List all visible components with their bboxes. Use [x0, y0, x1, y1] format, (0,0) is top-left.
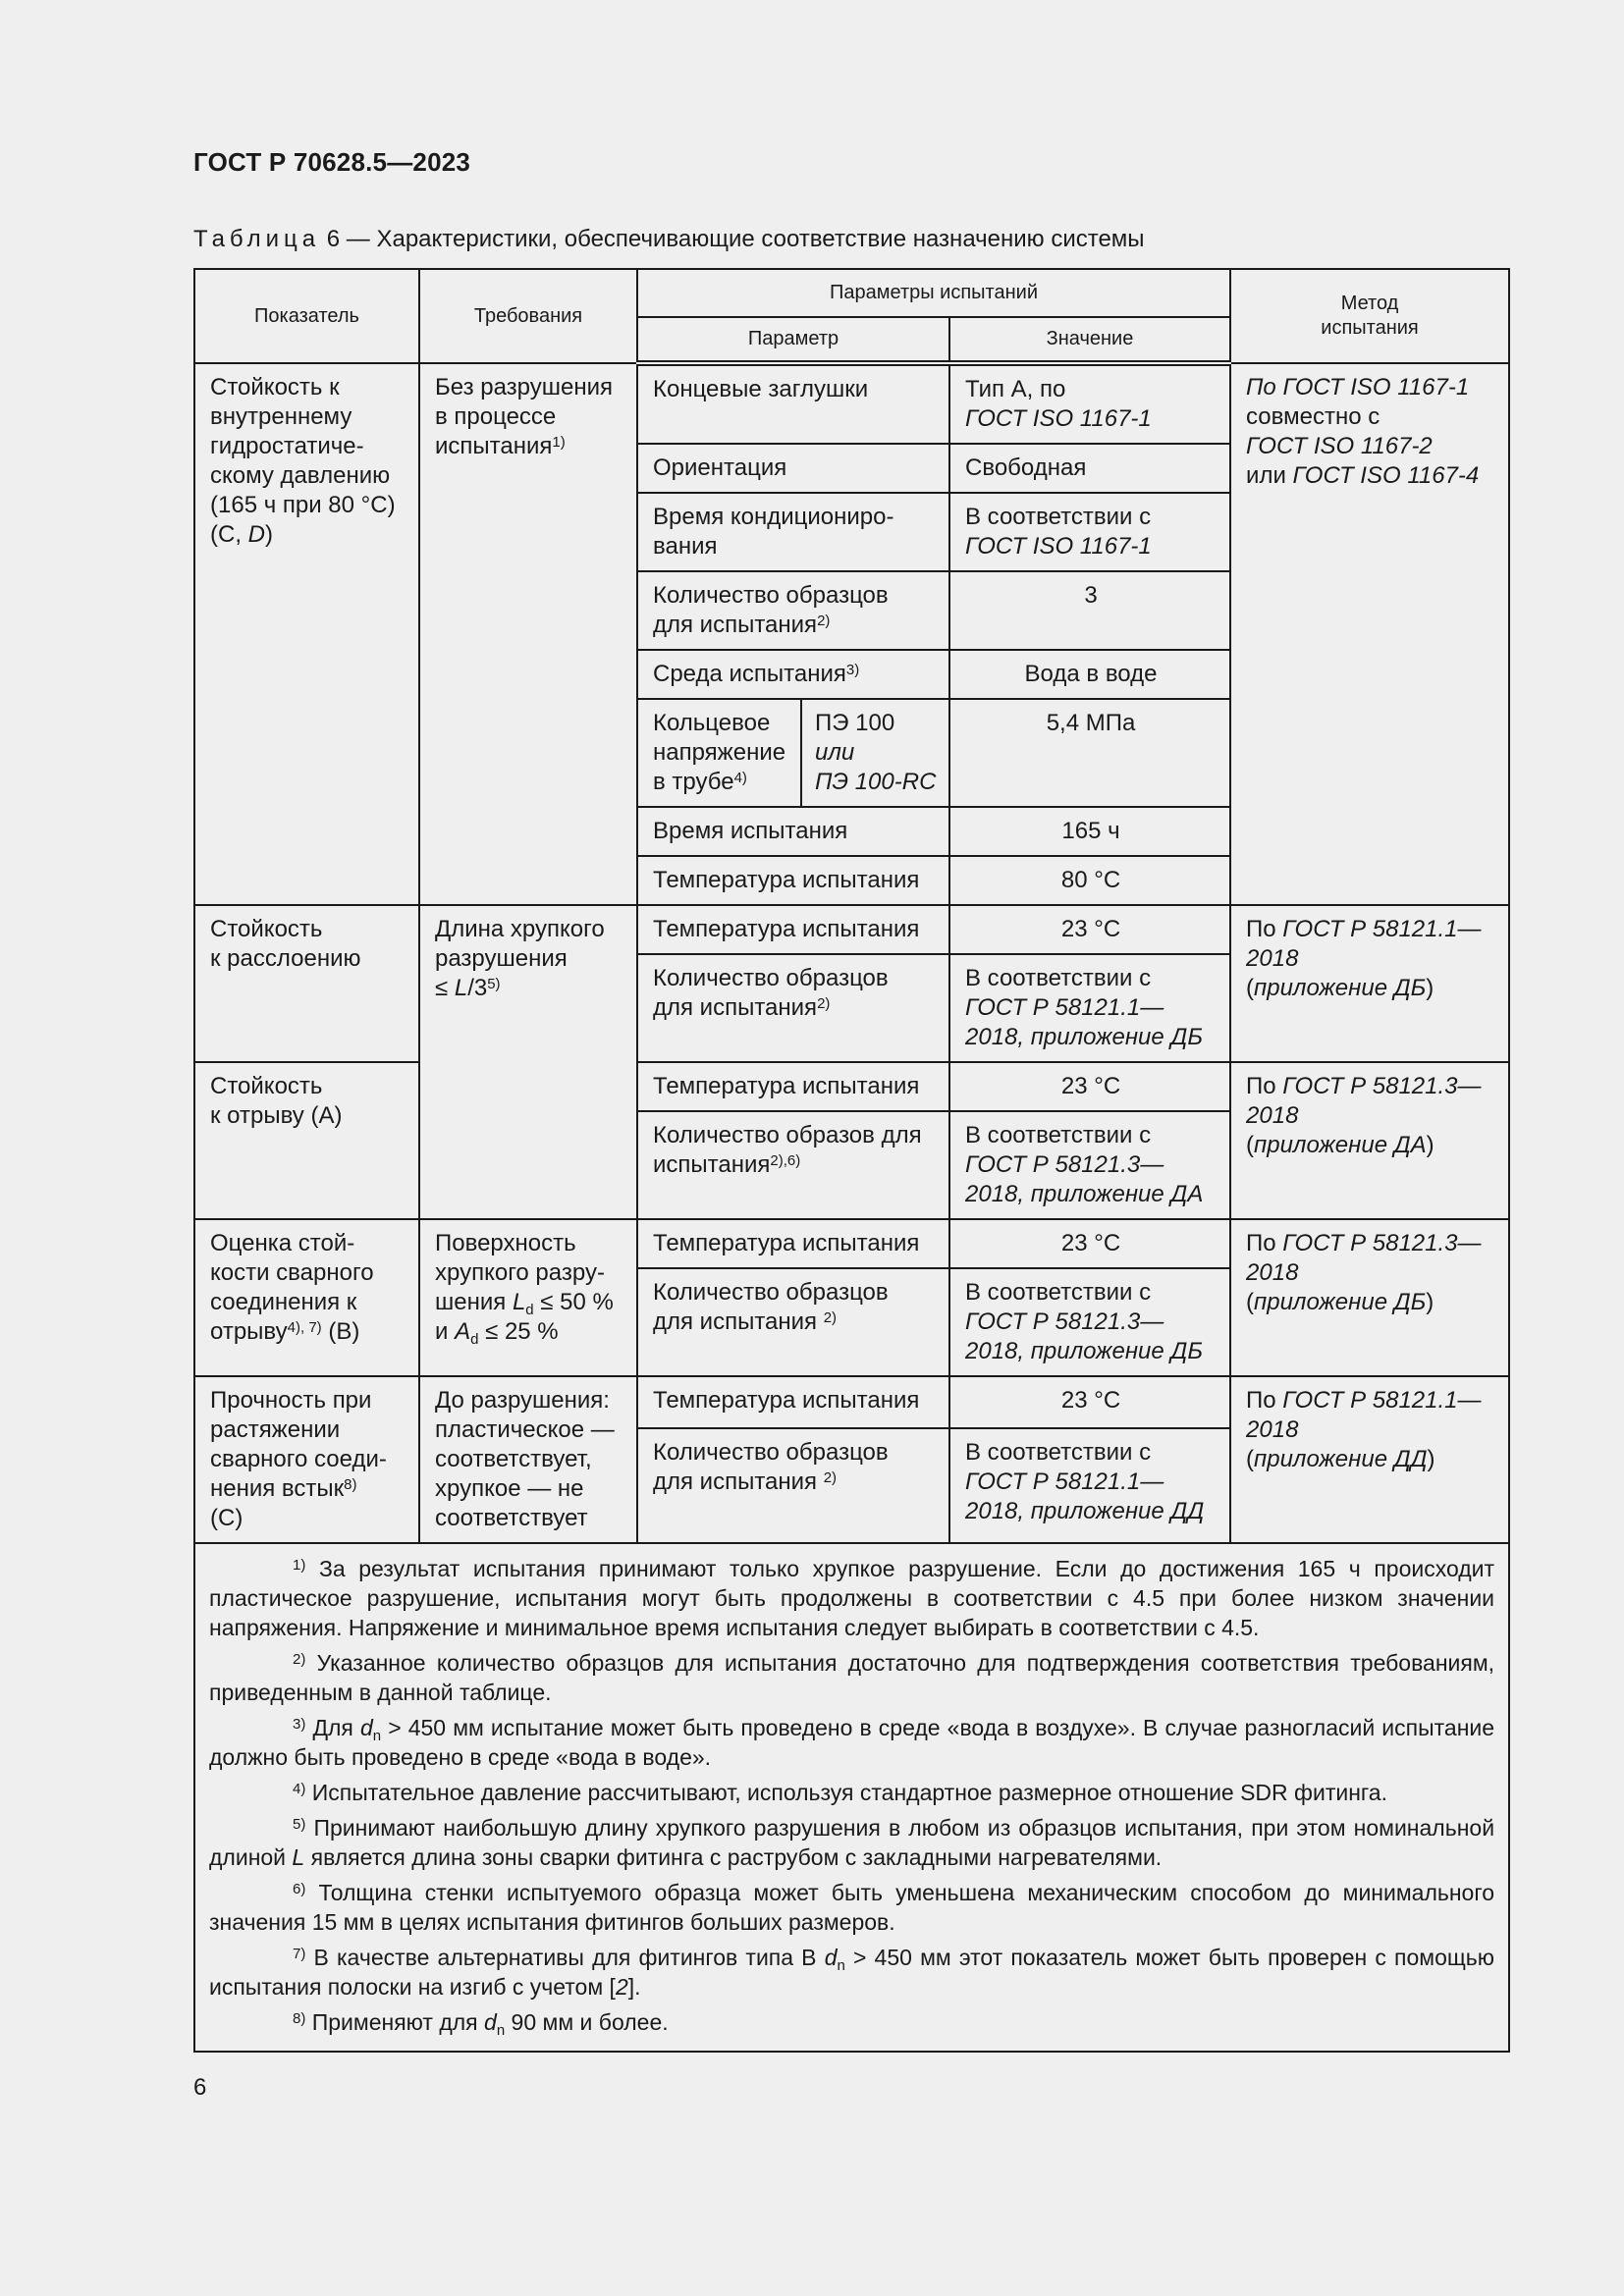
- footnote-7: $^{7)}$ В качестве альтернативы для фитингов типа В $d_n > 450$ мм этот показатель может быть проверен с помощью испытания полоски на изгиб с учетом [2].: [209, 1945, 1495, 2000]
- footnote-ref: 2): [823, 1309, 838, 1326]
- footnote-ref: 4): [733, 770, 747, 786]
- delamination-samples-param: Количество образцов для испытания$^{2)}$: [637, 954, 949, 1062]
- value-medium: Вода в воде: [949, 650, 1230, 699]
- butt-tensile-temp-param: Температура испытания: [637, 1376, 949, 1428]
- header-test-parameters: Параметры испытаний: [637, 269, 1230, 317]
- peel-samples-value: В соответствии с ГОСТ Р 58121.3— 2018, приложение ДА: [949, 1111, 1230, 1219]
- table-footnotes: [194, 1543, 1509, 2052]
- butt-tensile-temp-value: 23 °C: [949, 1376, 1230, 1428]
- footnote-ref: 8): [344, 1476, 357, 1493]
- butt-tensile-method: По ГОСТ Р 58121.1— 2018 (приложение ДД): [1230, 1376, 1509, 1543]
- footnote-5: $^{5)}$ Принимают наибольшую длину хрупкого разрушения в любом из образцов испытания, при этом номинальной длиной L является длина зоны сварки фитинга с раструбом с закладными нагревателями.: [209, 1815, 1495, 1870]
- hydrostatic-indicator: Стойкость к внутреннему гидростатиче- скому давлению (165 ч при 80 °C) (C, D): [194, 363, 419, 905]
- delamination-samples-value: В соответствии с ГОСТ Р 58121.1— 2018, приложение ДБ: [949, 954, 1230, 1062]
- header-method-line1: Метод: [1340, 293, 1399, 314]
- param-conditioning: Время кондициониро- вания: [637, 493, 949, 571]
- weld-peel-samples-value: В соответствии с ГОСТ Р 58121.3— 2018, приложение ДБ: [949, 1268, 1230, 1376]
- weld-peel-temp-value: 23 °C: [949, 1219, 1230, 1268]
- header-requirements: Требования: [419, 269, 637, 363]
- weld-peel-samples-param: Количество образцов для испытания $^{2)}$: [637, 1268, 949, 1376]
- delamination-requirement: Длина хрупкого разрушения ≤ $L/3^{5)}$: [419, 905, 637, 1219]
- value-duration: 165 ч: [949, 807, 1230, 856]
- table-caption-label: Таблица: [193, 226, 321, 252]
- peel-temp-value: 23 °C: [949, 1062, 1230, 1111]
- footnote-ref: 2),6): [770, 1152, 801, 1169]
- weld-peel-indicator: Оценка стой- кости сварного соединения к отрыву$^{4), 7)}$ (В): [194, 1219, 419, 1376]
- param-duration: Время испытания: [637, 807, 949, 856]
- param-hoop-material: ПЭ 100 или ПЭ 100-RC: [801, 699, 949, 807]
- footnote-ref: 2): [823, 1469, 838, 1487]
- butt-tensile-indicator: Прочность при растяжении сварного соеди- нения встык$^{8)}$ (С): [194, 1376, 419, 1543]
- peel-samples-param: Количество образов для испытания$^{2),6)}$: [637, 1111, 949, 1219]
- value-orientation: Свободная: [949, 444, 1230, 493]
- header-value: Значение: [949, 317, 1230, 363]
- footnote-6: $^{6)}$ Толщина стенки испытуемого образца может быть уменьшена механическим способом до минимального значения 15 мм в целях испытания фитингов больших размеров.: [209, 1880, 1495, 1935]
- param-samples: Количество образцов для испытания$^{2)}$: [637, 571, 949, 650]
- table-caption-text: 6 — Характеристики, обеспечивающие соответствие назначению системы: [326, 226, 1145, 252]
- peel-indicator: Стойкость к отрыву (А): [194, 1062, 419, 1219]
- value-samples: 3: [949, 571, 1230, 650]
- document-header: ГОСТ Р 70628.5—2023: [193, 147, 471, 177]
- hydrostatic-requirement: Без разрушения в процессе испытания$^{1)}$: [419, 363, 637, 905]
- footnote-ref: 2): [817, 995, 831, 1012]
- param-orientation: Ориентация: [637, 444, 949, 493]
- value-conditioning: В соответствии с ГОСТ ISO 1167-1: [949, 493, 1230, 571]
- table-caption: [193, 226, 1145, 253]
- weld-peel-method: По ГОСТ Р 58121.3— 2018 (приложение ДБ): [1230, 1219, 1509, 1376]
- header-indicator: Показатель: [194, 269, 419, 363]
- butt-tensile-samples-param: Количество образцов для испытания $^{2)}$: [637, 1428, 949, 1543]
- butt-tensile-samples-value: В соответствии с ГОСТ Р 58121.1— 2018, приложение ДД: [949, 1428, 1230, 1543]
- peel-method: По ГОСТ Р 58121.3— 2018 (приложение ДА): [1230, 1062, 1509, 1219]
- param-temperature: Температура испытания: [637, 856, 949, 905]
- value-end-caps: Тип А, по ГОСТ ISO 1167-1: [949, 363, 1230, 444]
- footnote-3: $^{3)}$ Для $d_n > 450$ мм испытание может быть проведено в среде «вода в воздухе». В случае разногласий испытание должно быть проведено в среде «вода в воде».: [209, 1715, 1495, 1770]
- footnote-2: $^{2)}$ Указанное количество образцов для испытания достаточно для подтверждения соответствия требованиям, приведенным в данной таблице.: [209, 1650, 1495, 1705]
- page-number: 6: [193, 2074, 207, 2101]
- delamination-indicator: Стойкость к расслоению: [194, 905, 419, 1062]
- footnote-1: $^{1)}$ За результат испытания принимают только хрупкое разрушение. Если до достижения 165 ч происходит пластическое разрушение, испытания могут быть продолжены в соответствии с 4.5 при более низком значении напряжения. Напряжение и минимальное время испытания следует выбирать в соответствии с 4.5.: [209, 1556, 1495, 1640]
- param-medium: Среда испытания$^{3)}$: [637, 650, 949, 699]
- header-method-line2: испытания: [1321, 317, 1419, 339]
- weld-peel-requirement: Поверхность хрупкого разру- шения $L_d \le 50$ % и $A_d \le 25$ %: [419, 1219, 637, 1376]
- value-hoop-stress: 5,4 МПа: [949, 699, 1230, 807]
- butt-tensile-requirement: До разрушения: пластическое — соответствует, хрупкое — не соответствует: [419, 1376, 637, 1543]
- header-parameter: Параметр: [637, 317, 949, 363]
- delamination-temp-param: Температура испытания: [637, 905, 949, 954]
- footnote-ref: 2): [817, 613, 831, 629]
- hydrostatic-method: По ГОСТ ISO 1167-1 совместно с ГОСТ ISO 1167-2 или ГОСТ ISO 1167-4: [1230, 363, 1509, 905]
- footnote-8: $^{8)}$ Применяют для $d_n$ 90 мм и более.: [293, 2009, 669, 2039]
- delamination-method: По ГОСТ Р 58121.1— 2018 (приложение ДБ): [1230, 905, 1509, 1062]
- value-temperature: 80 °C: [949, 856, 1230, 905]
- weld-peel-temp-param: Температура испытания: [637, 1219, 949, 1268]
- footnote-ref: 1): [552, 434, 566, 451]
- param-end-caps: Концевые заглушки: [637, 363, 949, 444]
- header-method: [1230, 269, 1509, 363]
- peel-temp-param: Температура испытания: [637, 1062, 949, 1111]
- footnote-ref: 4), 7): [287, 1319, 322, 1336]
- footnote-ref: 3): [845, 662, 860, 678]
- characteristics-table: [193, 268, 1510, 2053]
- footnote-4: $^{4)}$ Испытательное давление рассчитывают, используя стандартное размерное отношение SDR фитинга.: [293, 1780, 1387, 1805]
- footnote-ref: 5): [487, 976, 501, 992]
- param-hoop-stress: Кольцевое напряжение в трубе$^{4)}$: [637, 699, 801, 807]
- delamination-temp-value: 23 °C: [949, 905, 1230, 954]
